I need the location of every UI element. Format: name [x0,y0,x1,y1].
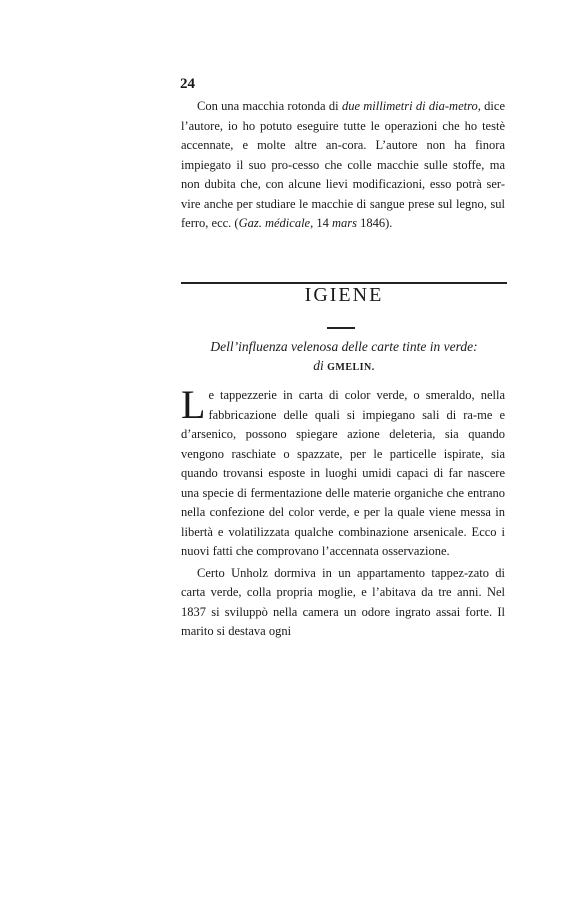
journal-name: Gaz. médicale [238,216,311,230]
paragraph-text [181,97,505,234]
italic-run: due millimetri di dia-metro, [341,99,481,113]
month-italic: mars [331,216,357,230]
author-prefix: di [313,358,328,373]
page-number: 24 [180,76,195,92]
article-title: Dell’influenza velenosa delle carte tinte in verde: [210,339,478,354]
text-run: dice l’autore, io ho potuto eseguire tutte le operazioni che ho testè accennate, e molte altre an-cora. L’autore non ha finora impiegato il suo pro-cesso che colle macchie sulle stoffe, ma non dubita che, con alcune lievi modificazioni, esso potrà ser-vire anche per studiare le macchie di sangue prese sul legno, sul ferro, ecc. ( [181,99,505,230]
text-run: Con una macchia rotonda di [197,99,342,113]
continued-paragraph [181,97,505,234]
drop-cap: L [181,382,206,427]
author-line [181,356,507,377]
author-name: GMELIN. [327,362,375,373]
paragraph-1 [181,382,505,562]
article-body [181,382,505,642]
paragraph-2: Certo Unholz dormiva in un appartamento tappez-zato di carta verde, colla propria moglie, e l’abitava da tre anni. Nel 1837 si sviluppò nella camera un odore ingrato assai forte. Il marito si destava ogni [181,565,505,638]
text-run: , 14 [310,216,332,230]
article-subtitle [181,337,507,377]
title-ornament [327,327,355,329]
paragraph-text: e tappezzerie in carta di color verde, o smeraldo, nella fabbricazione delle quali si impiegano sali di ra-me e d’arsenico, possono spiegare azione deleteria, sia quando vengono raschiate o spazzate, per le particelle ispirate, sia quando trovansi esposte in luoghi umidi capaci di far nascere una specie di fermentazione delle materie organiche che entrano nella confezione del color verde, e per la quale viene messa in libertà e volatilizzata qualche combinazione arsenicale. Ecco i nuovi fatti che comprovano l’accennata osservazione. [181,388,505,558]
text-run: 1846). [357,216,393,230]
section-title: IGIENE [304,284,384,306]
